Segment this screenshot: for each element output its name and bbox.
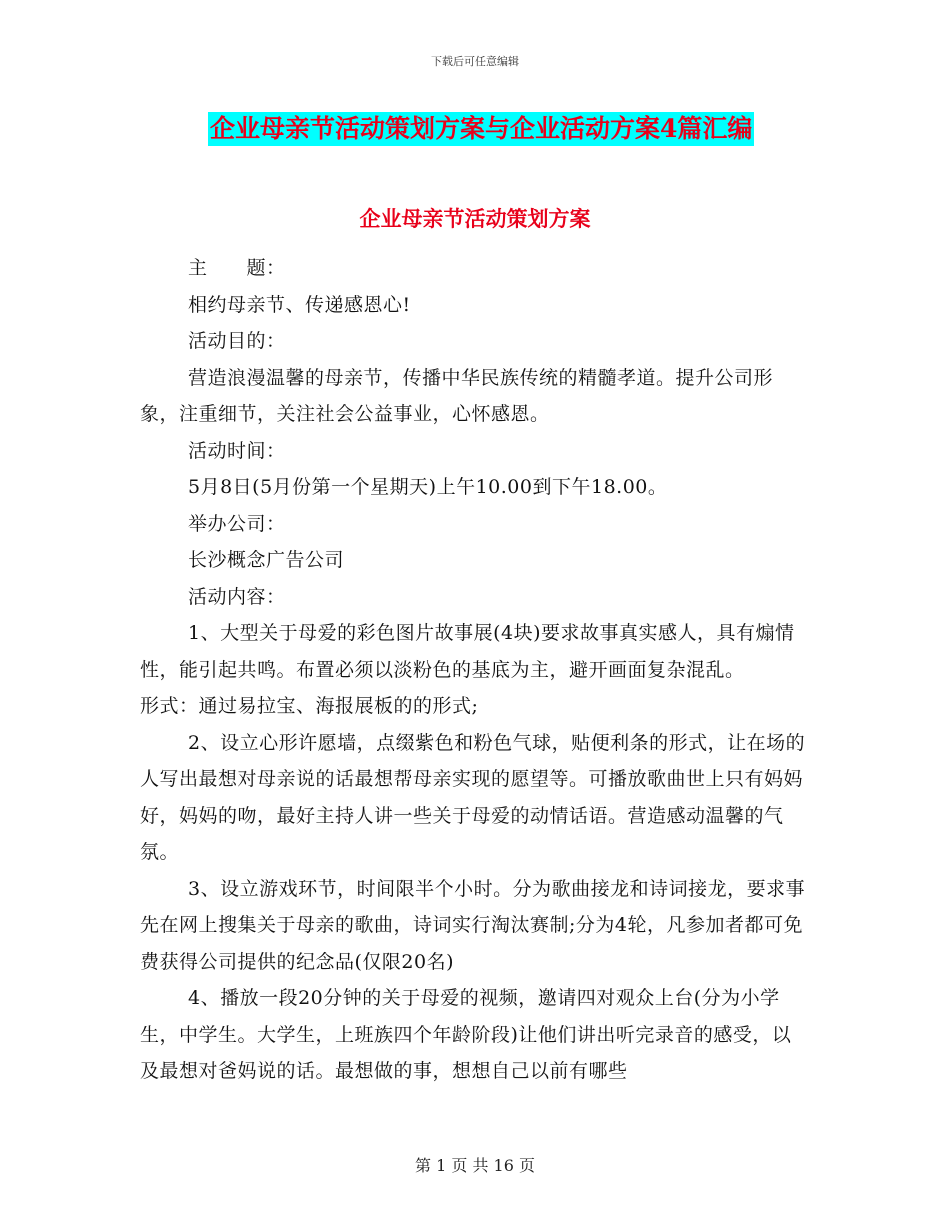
paragraph-purpose-label: 活动目的： [188,330,286,352]
paragraph-content-label: 活动内容： [188,585,286,608]
main-title: 企业母亲节活动策划方案与企业活动方案4篇汇编 [208,112,754,146]
paragraph-theme: 相约母亲节、传递感恩心! [188,293,411,316]
paragraph-time: 5月8日(5月份第一个星期天)上午10.00到下午18.00。 [188,476,668,498]
paragraph-content-3: 3、设立游戏环节，时间限半个小时。分为歌曲接龙和诗词接龙，要求事先在网上搜集关于母亲的歌曲，诗词实行淘汰赛制;分为4轮，凡参加者都可免费获得公司提供的纪念品(仅限20名) [140,877,806,973]
page-number-footer: 第 1 页 共 16 页 [415,1156,535,1175]
document-body [140,250,853,1090]
header-note: 下载后可任意编辑 [431,55,519,68]
paragraph-company-label: 举办公司： [188,512,286,535]
sub-title: 企业母亲节活动策划方案 [359,206,591,231]
paragraph-content-2: 2、设立心形许愿墙，点缀紫色和粉色气球，贴便利条的形式，让在场的人写出最想对母亲说的话最想帮母亲实现的愿望等。可播放歌曲世上只有妈妈好，妈妈的吻，最好主持人讲一些关于母爱的动情话语。营造感动温馨的气氛。 [140,731,806,863]
paragraph-time-label: 活动时间： [188,439,286,462]
paragraph-content-1: 1、大型关于母爱的彩色图片故事展(4块)要求故事真实感人，具有煽情性，能引起共鸣。布置必须以淡粉色的基底为主，避开画面复杂混乱。 形式：通过易拉宝、海报展板的的形式; [140,622,853,717]
paragraph-purpose: 营造浪漫温馨的母亲节，传播中华民族传统的精髓孝道。提升公司形象，注重细节，关注社会公益事业，心怀感恩。 [140,366,774,425]
paragraph-theme-label: 主 题： [188,257,286,279]
paragraph-company: 长沙概念广告公司 [188,549,345,571]
main-title-wrap [208,112,754,146]
paragraph-content-4: 4、播放一段20分钟的关于母爱的视频，邀请四对观众上台(分为小学生，中学生。大学生，上班族四个年龄阶段)让他们讲出听完录音的感受，以及最想对爸妈说的话。最想做的事，想想自己以前有哪些 [140,987,792,1082]
